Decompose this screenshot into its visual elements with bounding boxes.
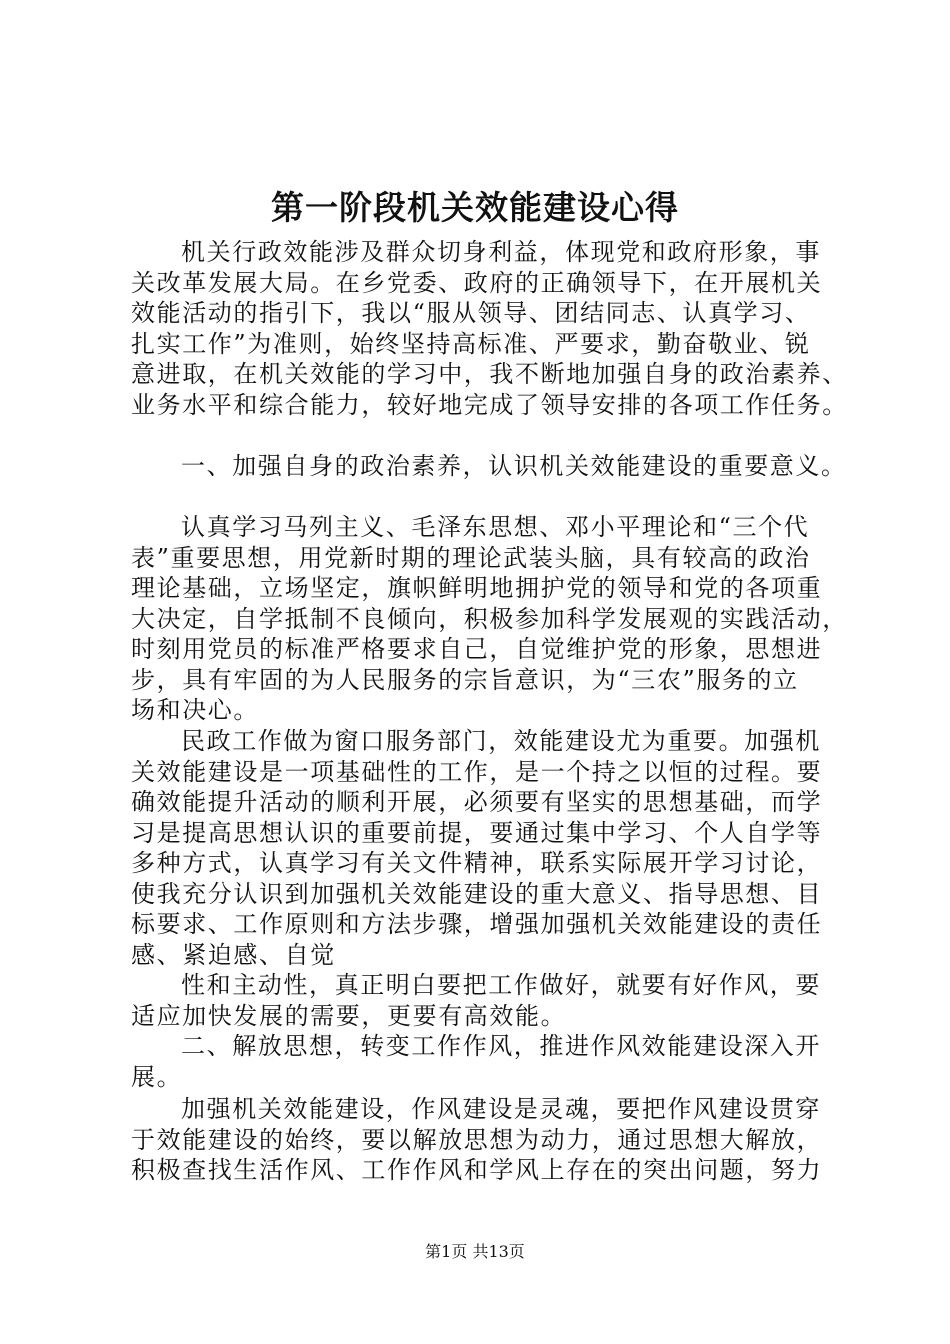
text-line: 效能活动的指引下，我以“服从领导、团结同志、认真学习、 [131,299,811,327]
text-line: 感、紧迫感、自觉 [131,940,336,969]
text-line: 认真学习马列主义、毛泽东思想、邓小平理论和“三个代 [181,513,810,541]
section-heading-1 [131,451,847,482]
text-line: 步，具有牢固的为人民服务的宗旨意识，为“三农”服务的立 [131,665,799,694]
document-title: 第一阶段机关效能建设心得 [271,188,679,227]
text-line: 意进取，在机关效能的学习中，我不断地加强自身的政治素养、 [131,360,848,388]
text-line: 习是提高思想认识的重要前提，要通过集中学习、个人自学等 [131,818,823,847]
section-heading-2 [131,1031,831,1092]
heading-line: 展。 [131,1062,183,1091]
text-line: 加强机关效能建设，作风建设是灵魂，要把作风建设贯穿 [181,1095,821,1123]
heading-line: 二、解放思想，转变工作作风，推进作风效能建设深入开 [181,1032,821,1060]
text-line: 多种方式，认真学习有关文件精神，联系实际展开学习讨论， [131,849,823,877]
paragraph-study [131,512,848,726]
heading-line: 一、加强自身的政治素养，认识机关效能建设的重要意义。 [181,452,847,480]
paragraph-work-style [131,1094,831,1186]
text-line: 机关行政效能涉及群众切身利益，体现党和政府形象，事 [181,238,821,266]
text-line: 关改革发展大局。在乡党委、政府的正确领导下，在开展机关 [131,268,823,297]
text-line: 使我充分认识到加强机关效能建设的重大意义、指导思想、目 [131,879,823,908]
text-line: 于效能建设的始终，要以解放思想为动力，通过思想大解放， [131,1125,823,1154]
text-line: 民政工作做为窗口服务部门，效能建设尤为重要。加强机 [181,727,821,755]
text-line: 场和决心。 [131,696,259,724]
text-line: 适应加快发展的需要，更要有高效能。 [131,1001,567,1030]
paragraph-intro [131,237,848,420]
page-number-footer: 第1页 共13页 [425,1242,525,1261]
text-line: 业务水平和综合能力，较好地完成了领导安排的各项工作任务。 [131,390,848,419]
text-line: 表”重要思想，用党新时期的理论武装头脑，具有较高的政治 [131,543,811,572]
paragraph-initiative [131,970,831,1031]
text-line: 时刻用党员的标准严格要求自己，自觉维护党的形象，思想进 [131,635,823,663]
text-line: 标要求、工作原则和方法步骤，增强加强机关效能建设的责任 [131,910,823,938]
text-line: 理论基础，立场坚定，旗帜鲜明地拥护党的领导和党的各项重 [131,574,823,602]
text-line: 大决定，自学抵制不良倾向，积极参加科学发展观的实践活动， [131,604,848,633]
text-line: 性和主动性，真正明白要把工作做好，就要有好作风，要 [181,971,821,999]
text-line: 扎实工作”为准则，始终坚持高标准、严要求，勤奋敬业、锐 [131,329,811,358]
paragraph-civil-affairs [131,726,831,970]
text-line: 关效能建设是一项基础性的工作，是一个持之以恒的过程。要 [131,757,823,786]
text-line: 确效能提升活动的顺利开展，必须要有坚实的思想基础，而学 [131,788,823,816]
text-line: 积极查找生活作风、工作作风和学风上存在的突出问题，努力 [131,1156,823,1184]
